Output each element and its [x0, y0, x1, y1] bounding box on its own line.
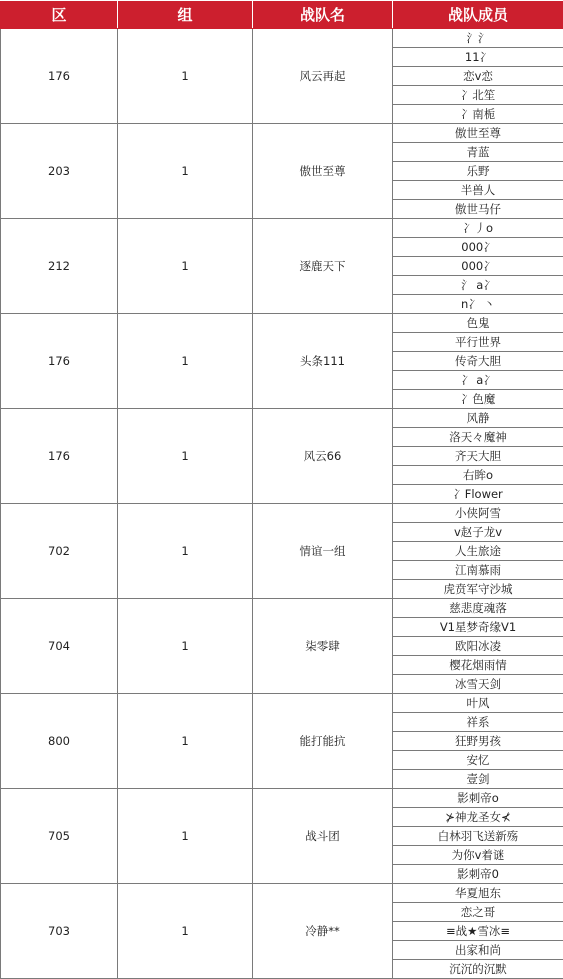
team-member-cell: 氵 a冫	[393, 276, 563, 295]
team-group-cell: 1	[118, 884, 253, 979]
table-row	[1, 884, 563, 903]
team-member-cell: 小侠阿雪	[393, 504, 563, 523]
team-group-cell: 1	[118, 789, 253, 884]
team-member-cell: 11冫	[393, 48, 563, 67]
team-name-cell: 傲世至尊	[253, 124, 393, 219]
table-row	[1, 789, 563, 808]
team-member-cell: 恋之哥	[393, 903, 563, 922]
table-row	[1, 314, 563, 333]
team-member-cell: 欧阳冰凌	[393, 637, 563, 656]
team-member-cell: 白林羽飞送新殇	[393, 827, 563, 846]
team-member-cell: 半兽人	[393, 181, 563, 200]
team-name-cell: 战斗团	[253, 789, 393, 884]
header-row	[1, 1, 563, 29]
team-member-cell: 虎贲军守沙城	[393, 580, 563, 599]
team-group-cell: 1	[118, 599, 253, 694]
team-name-cell: 柒零肆	[253, 599, 393, 694]
header-team-name: 战队名	[253, 1, 393, 29]
team-member-cell: 狂野男孩	[393, 732, 563, 751]
team-member-cell: 为你v着谜	[393, 846, 563, 865]
table-row	[1, 409, 563, 428]
team-zone-cell: 203	[1, 124, 118, 219]
team-member-cell: 乐野	[393, 162, 563, 181]
team-zone-cell: 703	[1, 884, 118, 979]
team-group-cell: 1	[118, 219, 253, 314]
team-name-cell: 情谊一组	[253, 504, 393, 599]
team-group-cell: 1	[118, 29, 253, 124]
team-group-cell: 1	[118, 124, 253, 219]
team-zone-cell: 176	[1, 29, 118, 124]
team-member-cell: V1星梦奇缘V1	[393, 618, 563, 637]
team-member-cell: 冫丿o	[393, 219, 563, 238]
team-member-cell: 氵氵	[393, 29, 563, 48]
header-members: 战队成员	[393, 1, 563, 29]
table-row	[1, 694, 563, 713]
team-zone-cell: 212	[1, 219, 118, 314]
team-name-cell: 风云66	[253, 409, 393, 504]
table-row	[1, 599, 563, 618]
team-member-cell: 出家和尚	[393, 941, 563, 960]
team-group-cell: 1	[118, 314, 253, 409]
team-member-cell: 冫南栀	[393, 105, 563, 124]
team-member-cell: 傲世至尊	[393, 124, 563, 143]
team-group-cell: 1	[118, 694, 253, 789]
team-group-cell: 1	[118, 504, 253, 599]
team-member-cell: 冰雪天剑	[393, 675, 563, 694]
table-row	[1, 124, 563, 143]
team-zone-cell: 705	[1, 789, 118, 884]
roster-body	[1, 29, 563, 979]
team-name-cell: 头条111	[253, 314, 393, 409]
team-member-cell: 色鬼	[393, 314, 563, 333]
team-zone-cell: 800	[1, 694, 118, 789]
table-row	[1, 29, 563, 48]
team-member-cell: 沉沉的沉默	[393, 960, 563, 979]
team-zone-cell: 704	[1, 599, 118, 694]
team-member-cell: 祥系	[393, 713, 563, 732]
team-zone-cell: 176	[1, 314, 118, 409]
table-row	[1, 219, 563, 238]
team-member-cell: 江南慕雨	[393, 561, 563, 580]
team-member-cell: 000冫	[393, 238, 563, 257]
team-member-cell: 冫北笙	[393, 86, 563, 105]
team-member-cell: 冫 a冫	[393, 371, 563, 390]
team-member-cell: 冫Flower	[393, 485, 563, 504]
team-member-cell: n冫 丶	[393, 295, 563, 314]
team-name-cell: 风云再起	[253, 29, 393, 124]
team-member-cell: 冫色魔	[393, 390, 563, 409]
team-member-cell: v赵子龙v	[393, 523, 563, 542]
team-name-cell: 逐鹿天下	[253, 219, 393, 314]
table-row	[1, 504, 563, 523]
team-member-cell: 恋ⅴ恋	[393, 67, 563, 86]
team-member-cell: 右眸o	[393, 466, 563, 485]
team-member-cell: 影刺帝o	[393, 789, 563, 808]
team-zone-cell: 176	[1, 409, 118, 504]
team-group-cell: 1	[118, 409, 253, 504]
team-member-cell: 传奇大胆	[393, 352, 563, 371]
team-member-cell: 洛天々魔神	[393, 428, 563, 447]
team-member-cell: 影刺帝0	[393, 865, 563, 884]
header-group: 组	[118, 1, 253, 29]
team-member-cell: 樱花烟雨情	[393, 656, 563, 675]
team-zone-cell: 702	[1, 504, 118, 599]
team-member-cell: ≡战★雪冰≡	[393, 922, 563, 941]
team-member-cell: 壹剑	[393, 770, 563, 789]
team-member-cell: ⊁神龙圣女⊀	[393, 808, 563, 827]
header-zone: 区	[1, 1, 118, 29]
team-name-cell: 冷静**	[253, 884, 393, 979]
team-member-cell: 慈悲度魂落	[393, 599, 563, 618]
team-member-cell: 风静	[393, 409, 563, 428]
team-member-cell: 平行世界	[393, 333, 563, 352]
team-member-cell: 齐天大胆	[393, 447, 563, 466]
team-member-cell: 华夏旭东	[393, 884, 563, 903]
team-member-cell: 人生旅途	[393, 542, 563, 561]
team-member-cell: 青蓝	[393, 143, 563, 162]
team-member-cell: 000冫	[393, 257, 563, 276]
team-member-cell: 傲世马仔	[393, 200, 563, 219]
team-member-cell: 叶风	[393, 694, 563, 713]
team-member-cell: 安忆	[393, 751, 563, 770]
team-name-cell: 能打能抗	[253, 694, 393, 789]
